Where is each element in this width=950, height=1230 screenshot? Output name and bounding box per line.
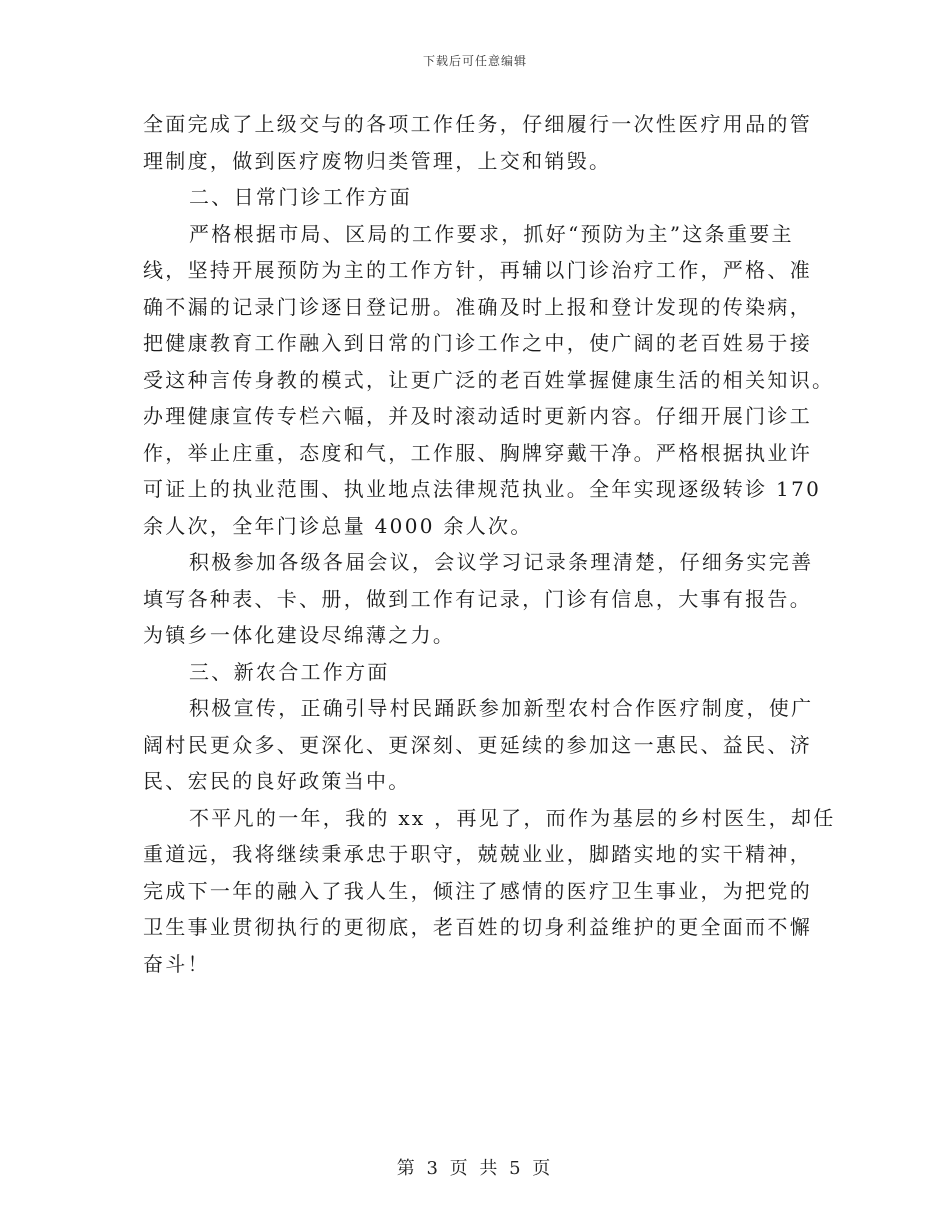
paragraph-first-line: 积极参加各级各届会议，会议学习记录条理清楚，仔细务实完善	[189, 550, 814, 574]
text-line: 余人次，全年门诊总量 4000 余人次。	[143, 513, 533, 538]
text-line: 全面完成了上级交与的各项工作任务，仔细履行一次性医疗用品的管	[143, 112, 812, 136]
paragraph-first-line: 严格根据市局、区局的工作要求，抓好“预防为主”这条重要主	[189, 221, 794, 246]
text-line: 理制度，做到医疗废物归类管理，上交和销毁。	[143, 148, 612, 173]
text-line: 填写各种表、卡、册，做到工作有记录，门诊有信息，大事有报告。	[143, 586, 812, 611]
page-number: 第 3 页 共 5 页	[396, 1158, 554, 1179]
text-line: 作，举止庄重，态度和气，工作服、胸牌穿戴干净。严格根据执业许	[143, 440, 812, 465]
page-header: 下载后可任意编辑	[422, 54, 527, 68]
paragraph-first-line: 积极宣传，正确引导村民踊跃参加新型农村合作医疗制度，使广	[189, 696, 814, 720]
text-line: 完成下一年的融入了我人生，倾注了感情的医疗卫生事业，为把党的	[143, 878, 812, 903]
text-line: 线，坚持开展预防为主的工作方针，再辅以门诊治疗工作，严格、准	[143, 258, 812, 282]
paragraph-first-line: 不平凡的一年，我的 xx ，再见了，而作为基层的乡村医生，却任	[189, 805, 836, 830]
text-line: 把健康教育工作融入到日常的门诊工作之中，使广阔的老百姓易于接	[143, 331, 812, 355]
text-line: 阔村民更众多、更深化、更深刻、更延续的参加这一惠民、益民、济	[143, 732, 812, 757]
text-line: 奋斗！	[143, 951, 210, 976]
text-line: 确不漏的记录门诊逐日登记册。准确及时上报和登计发现的传染病，	[143, 294, 812, 319]
text-line: 民、宏民的良好政策当中。	[143, 769, 411, 793]
text-line: 卫生事业贯彻执行的更彻底，老百姓的切身利益维护的更全面而不懈	[143, 915, 812, 939]
document-body	[143, 106, 836, 982]
text-line: 办理健康宣传专栏六幅，并及时滚动适时更新内容。仔细开展门诊工	[143, 404, 812, 428]
text-line: 受这种言传身教的模式，让更广泛的老百姓掌握健康生活的相关知识。	[143, 367, 835, 392]
text-line: 重道远，我将继续秉承忠于职守，兢兢业业，脚踏实地的实干精神，	[143, 842, 812, 866]
text-line: 为镇乡一体化建设尽绵薄之力。	[143, 623, 456, 647]
section-heading: 二、日常门诊工作方面	[189, 185, 412, 209]
section-heading: 三、新农合工作方面	[189, 659, 390, 684]
text-line: 可证上的执业范围、执业地点法律规范执业。全年实现逐级转诊 170	[143, 477, 822, 501]
